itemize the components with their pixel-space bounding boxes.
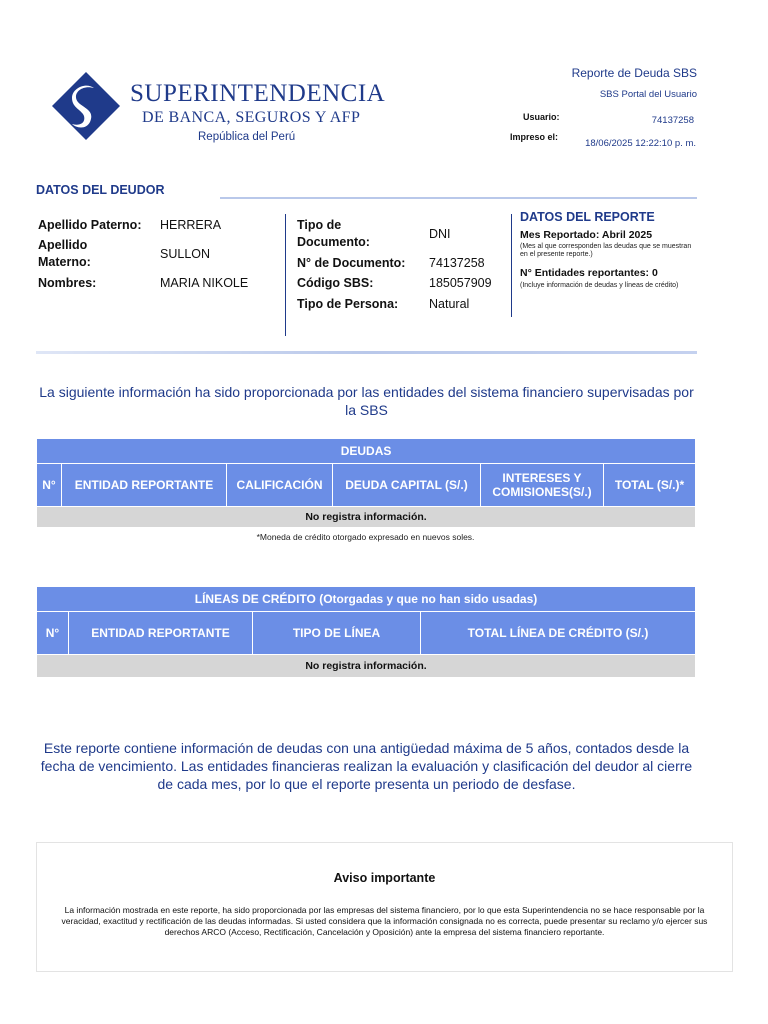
user-label: Usuario: [523, 112, 560, 122]
section-divider [36, 351, 697, 354]
printed-value: 18/06/2025 12:22:10 p. m. [585, 138, 696, 149]
deudas-table [36, 438, 696, 528]
mes-reportado: Mes Reportado: Abril 2025 [520, 229, 653, 241]
codigo-sbs-value: 185057909 [429, 276, 492, 290]
sbs-logo-icon [50, 70, 122, 142]
apellido-materno-value: SULLON [160, 247, 211, 261]
report-section-title: DATOS DEL REPORTE [520, 210, 655, 224]
antiguedad-info: Este reporte contiene información de deudas con una antigüedad máxima de 5 años, contados desde la fecha de vencimiento. Las entidades financieras realizan la evaluación y clasificación del deudor al cierre de cada mes, por lo que el reporte presenta un periodo de desfase. [40, 740, 693, 792]
aviso-text: La información mostrada en este reporte, ha sido proporcionada por las empresas del sistema financiero, por lo que esta Superintendencia no se hace responsable por la veracidad, exactitud y rectificación de las deudas informadas. Si usted considera que la información consignada no es correcta, puede presentar su reclamo y/o ejercer sus derechos ARCO (Acceso, Rectificación, Cancelación y Oposición) ante la empresa del sistema financiero reportante. [61, 905, 708, 937]
report-title: Reporte de Deuda SBS [571, 66, 697, 80]
column-header: TOTAL LÍNEA DE CRÉDITO (S/.) [421, 612, 696, 655]
column-header: CALIFICACIÓN [227, 464, 333, 507]
user-value: 74137258 [651, 115, 694, 126]
logo-subtitle: DE BANCA, SEGUROS Y AFP [142, 109, 361, 126]
numero-documento-value: 74137258 [429, 256, 485, 270]
mes-reportado-note: (Mes al que corresponden las deudas que se muestran en el presente reporte.) [520, 243, 692, 258]
tipo-persona-label: Tipo de Persona: [297, 297, 399, 311]
currency-footnote: *Moneda de crédito otorgado expresado en nuevos soles. [256, 532, 475, 542]
deudas-table-title: DEUDAS [37, 439, 696, 464]
apellido-paterno-label: Apellido Paterno: [38, 218, 142, 232]
empty-row: No registra información. [37, 655, 696, 678]
tipo-documento-label: Tipo de Documento: [297, 218, 370, 249]
column-header: INTERESES Y COMISIONES(S/.) [481, 464, 604, 507]
apellido-materno-label: Apellido Materno: [38, 238, 91, 269]
printed-label: Impreso el: [510, 132, 559, 142]
portal-label: SBS Portal del Usuario [599, 89, 697, 100]
nombres-value: MARIA NIKOLE [160, 276, 249, 290]
numero-documento-label: N° de Documento: [297, 256, 406, 270]
tipo-documento-value: DNI [429, 227, 451, 241]
entidades-reportantes: N° Entidades reportantes: 0 [520, 267, 658, 279]
debtor-section-title: DATOS DEL DEUDOR [36, 183, 165, 197]
column-header: TOTAL (S/.)* [604, 464, 696, 507]
column-header: TIPO DE LÍNEA [253, 612, 421, 655]
column-header: N° [37, 612, 69, 655]
column-header: ENTIDAD REPORTANTE [62, 464, 227, 507]
section-divider [220, 197, 697, 199]
column-header: N° [37, 464, 62, 507]
codigo-sbs-label: Código SBS: [297, 276, 374, 290]
apellido-paterno-value: HERRERA [160, 218, 222, 232]
intro-text: La siguiente información ha sido proporcionada por las entidades del sistema financiero supervisadas por la SBS [39, 384, 694, 418]
logo-country: República del Perú [198, 131, 296, 143]
tipo-persona-value: Natural [429, 297, 470, 311]
column-divider [511, 214, 512, 317]
column-header: DEUDA CAPITAL (S/.) [333, 464, 481, 507]
column-header: ENTIDAD REPORTANTE [69, 612, 253, 655]
lineas-table-title: LÍNEAS DE CRÉDITO (Otorgadas y que no han sido usadas) [37, 587, 696, 612]
column-divider [285, 214, 286, 336]
lineas-credito-table [36, 586, 696, 678]
empty-row: No registra información. [37, 507, 696, 528]
logo-title: SUPERINTENDENCIA [130, 80, 386, 107]
aviso-title: Aviso importante [333, 871, 436, 885]
nombres-label: Nombres: [38, 276, 97, 290]
entidades-note: (Incluye información de deudas y líneas de crédito) [520, 282, 679, 289]
